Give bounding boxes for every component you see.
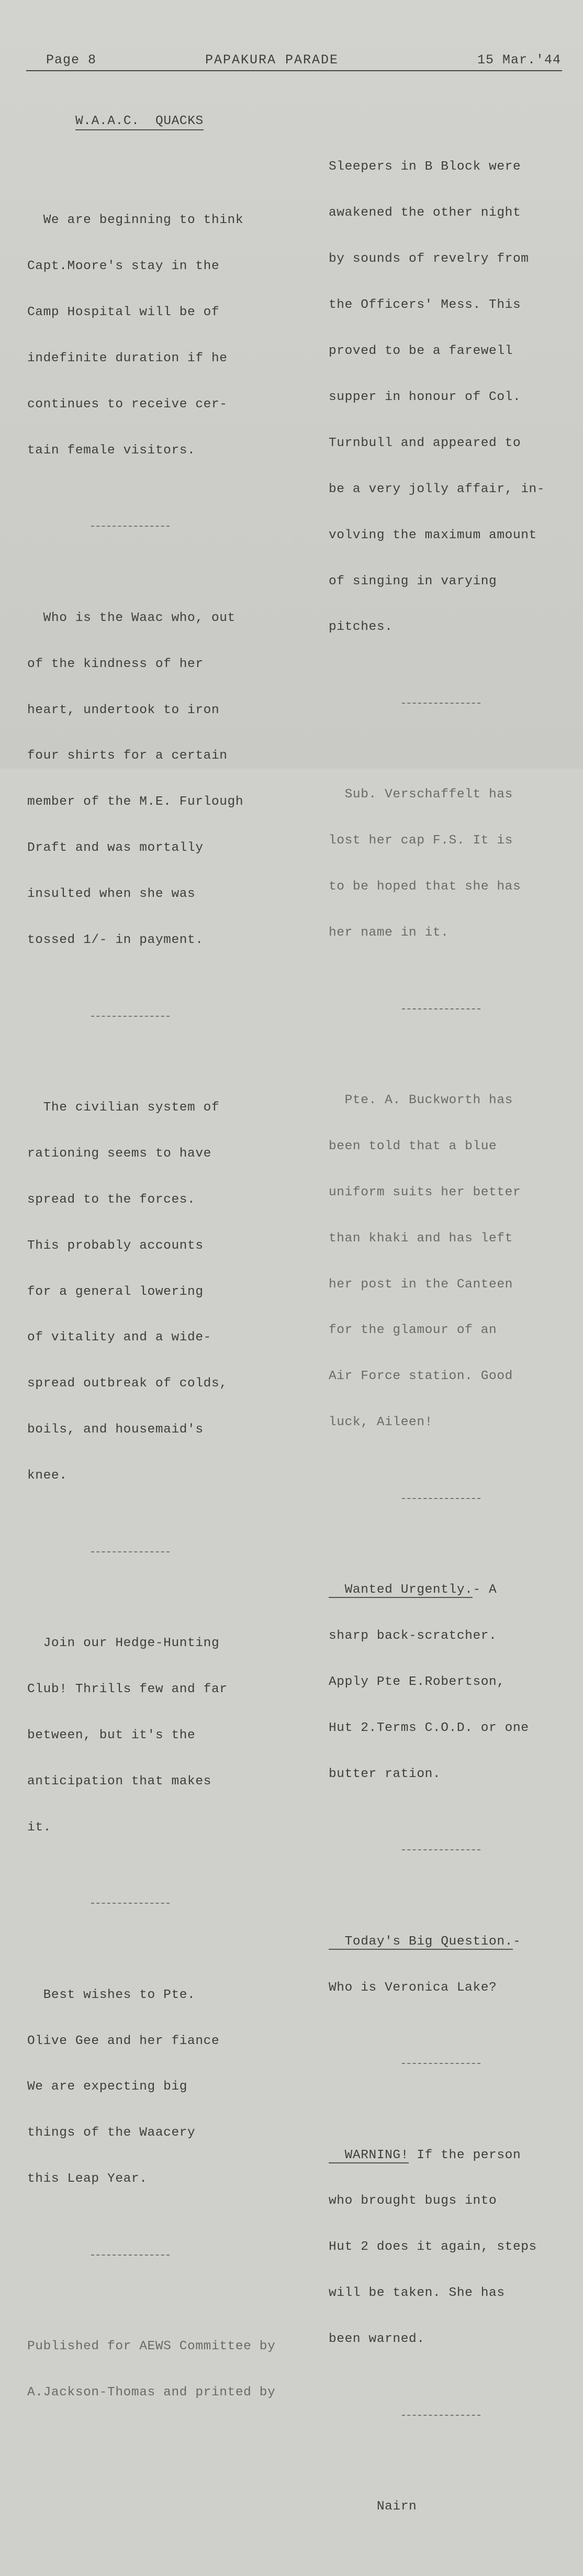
news-item-lost-cap <box>329 757 575 971</box>
text-line: Apply Pte E.Robertson, <box>329 1674 505 1689</box>
news-item-hedge-club <box>27 1605 320 1866</box>
text-line: heart, undertook to iron <box>27 703 220 717</box>
text-line: Join our Hedge-Hunting <box>27 1636 220 1651</box>
text-line: things of the Waacery <box>27 2126 196 2140</box>
item-separator <box>27 1009 320 1024</box>
text-line: it. <box>27 1820 51 1835</box>
text-line: sharp back-scratcher. <box>329 1629 497 1644</box>
page-header <box>27 50 561 71</box>
text-line: who brought bugs into <box>329 2194 497 2208</box>
item-separator <box>27 1896 320 1911</box>
issue-date: 15 Mar.'44 <box>477 52 561 68</box>
text-line: rationing seems to have <box>27 1146 211 1161</box>
news-item-farewell-supper <box>329 129 575 665</box>
left-column <box>27 83 320 2462</box>
text-line: tain female visitors. <box>27 443 196 458</box>
text-line: Pte. A. Buckworth has <box>329 1093 513 1107</box>
text-line: Best wishes to Pte. <box>27 1987 196 2002</box>
text-line: butter ration. <box>329 1767 441 1781</box>
text-line: Sleepers in B Block were <box>329 160 521 174</box>
text-line: her name in it. <box>329 926 449 940</box>
text-line: volving the maximum amount <box>329 528 537 542</box>
text-line: spread to the forces. <box>27 1192 196 1207</box>
text-line: Club! Thrills few and far <box>27 1682 228 1696</box>
column-headline: W.A.A.C. QUACKS <box>27 114 320 129</box>
text-line: her post in the Canteen <box>329 1277 513 1292</box>
text-line: this Leap Year. <box>27 2172 148 2186</box>
page-number: Page 8 <box>46 52 97 68</box>
text-line: knee. <box>27 1469 68 1483</box>
newsletter-title: PAPAKURA PARADE <box>205 52 339 68</box>
text-line: luck, Aileen! <box>329 1415 433 1430</box>
news-item-warning <box>329 2117 575 2378</box>
text-line: We are beginning to think <box>27 213 244 228</box>
text-line: Turnbull and appeared to <box>329 436 521 450</box>
text-line: boils, and housemaid's <box>27 1423 204 1437</box>
item-heading: Today's Big Question. <box>329 1934 513 1949</box>
text-line: pitches. <box>329 620 393 635</box>
heading-suffix: If the person <box>409 2148 521 2162</box>
text-line: Nairn <box>329 2500 417 2514</box>
header-rule <box>26 70 562 71</box>
news-item-hospital <box>27 182 320 489</box>
news-item-air-force <box>329 1062 575 1461</box>
item-separator <box>329 2408 575 2423</box>
text-line <box>329 2148 575 2163</box>
text-line <box>329 1934 575 1949</box>
text-line: Who is the Waac who, out <box>27 610 236 625</box>
item-heading: Wanted Urgently. <box>329 1583 473 1597</box>
text-line: Hut 2.Terms C.O.D. or one <box>329 1720 529 1735</box>
text-line: continues to receive cer- <box>27 397 228 412</box>
text-line: tossed 1/- in payment. <box>27 933 204 948</box>
text-line: the Officers' Mess. This <box>329 298 521 313</box>
text-line: for the glamour of an <box>329 1323 497 1338</box>
text-line: Air Force station. Good <box>329 1369 513 1384</box>
text-line: The civilian system of <box>27 1101 220 1115</box>
text-line: Who is Veronica Lake? <box>329 1980 497 1995</box>
text-line: of singing in varying <box>329 574 497 589</box>
text-line: Camp Hospital will be of <box>27 305 220 320</box>
item-separator <box>329 1492 575 1506</box>
text-line: four shirts for a certain <box>27 749 228 763</box>
news-item-rationing <box>27 1069 320 1514</box>
item-separator <box>329 2057 575 2071</box>
text-line: anticipation that makes <box>27 1774 211 1789</box>
text-line: Capt.Moore's stay in the <box>27 259 220 274</box>
text-line: Draft and was mortally <box>27 841 204 856</box>
text-line: uniform suits her better <box>329 1185 521 1200</box>
text-line: of vitality and a wide- <box>27 1330 211 1345</box>
text-line: A.Jackson-Thomas and printed by <box>27 2385 276 2400</box>
heading-suffix: - <box>512 1934 521 1949</box>
right-column <box>329 83 575 2576</box>
heading-suffix: - A <box>473 1583 497 1597</box>
text-line: will be taken. She has <box>329 2286 505 2301</box>
item-separator <box>27 2248 320 2262</box>
item-separator <box>329 1002 575 1016</box>
text-line: proved to be a farewell <box>329 344 513 359</box>
text-line: for a general lowering <box>27 1284 204 1299</box>
text-line: than khaki and has left <box>329 1231 513 1246</box>
text-line: member of the M.E. Furlough <box>27 795 244 809</box>
text-line <box>329 1582 575 1597</box>
text-line: We are expecting big <box>27 2080 188 2094</box>
text-line: been told that a blue <box>329 1139 497 1153</box>
text-line: awakened the other night <box>329 206 521 220</box>
item-heading: WARNING! <box>329 2148 409 2162</box>
text-line: between, but it's the <box>27 1728 196 1742</box>
text-line: be a very jolly affair, in- <box>329 482 545 496</box>
news-item-best-wishes <box>27 1957 320 2217</box>
text-line: Sub. Verschaffelt has <box>329 787 513 802</box>
news-item-wanted <box>329 1552 575 1813</box>
publication-credit <box>27 2308 320 2431</box>
text-line: lost her cap F.S. It is <box>329 834 513 848</box>
item-separator <box>27 519 320 534</box>
text-line: spread outbreak of colds, <box>27 1376 228 1391</box>
news-item-shirts <box>27 580 320 979</box>
text-line: Published for AEWS Committee by <box>27 2339 276 2354</box>
text-line: supper in honour of Col. <box>329 390 521 404</box>
text-line: by sounds of revelry from <box>329 252 529 267</box>
printer-signature <box>329 2469 575 2545</box>
item-separator <box>27 1545 320 1559</box>
text-line: indefinite duration if he <box>27 351 228 366</box>
item-separator <box>329 696 575 710</box>
text-line: Olive Gee and her fiance <box>27 2034 220 2048</box>
news-item-big-question <box>329 1903 575 2026</box>
text-line: to be hoped that she has <box>329 880 521 894</box>
text-line: This probably accounts <box>27 1238 204 1253</box>
text-line: been warned. <box>329 2332 425 2347</box>
text-line: of the kindness of her <box>27 657 204 671</box>
item-separator <box>329 1843 575 1857</box>
text-line: insulted when she was <box>27 887 196 902</box>
text-line: Hut 2 does it again, steps <box>329 2240 537 2255</box>
